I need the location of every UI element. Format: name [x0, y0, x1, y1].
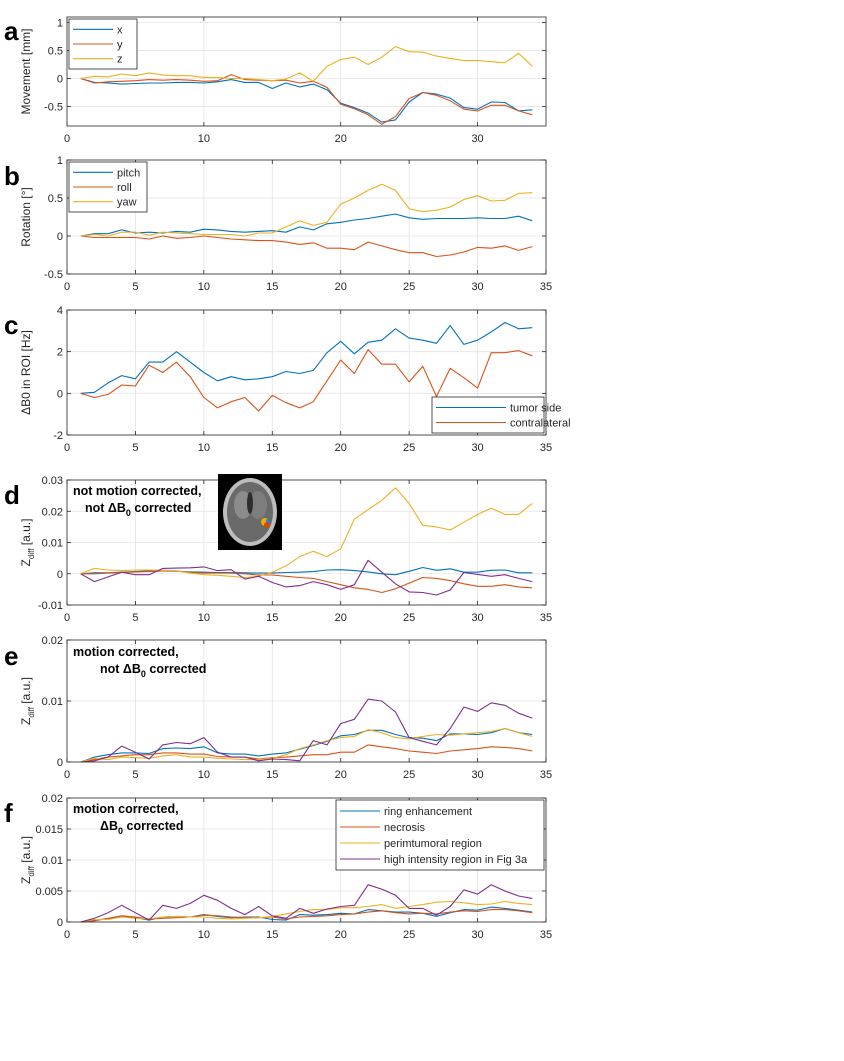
mri-thumbnail: [218, 474, 282, 550]
x-tick-label: 35: [539, 929, 553, 941]
panel-letter: e: [4, 641, 19, 671]
y-tick-label: 2: [56, 346, 63, 359]
y-axis-label: ΔB0 in ROI [Hz]: [19, 330, 33, 415]
annotation-part: 0: [140, 669, 146, 679]
x-tick-label: 0: [63, 769, 71, 781]
y-axis-label: Rotation [°]: [19, 187, 33, 247]
ylabel-part: [a.u.]: [19, 677, 33, 708]
x-tick-label: 5: [132, 769, 139, 781]
legend-label: yaw: [117, 196, 137, 209]
ylabel-part: diff: [27, 866, 36, 877]
ylabel-part: Z: [19, 876, 33, 884]
x-tick-label: 35: [539, 769, 553, 781]
x-tick-label: 0: [63, 281, 71, 293]
x-tick-label: 5: [132, 612, 139, 624]
x-tick-label: 15: [266, 769, 279, 781]
y-axis-label: [19, 519, 36, 567]
y-tick-label: -0.5: [44, 101, 63, 114]
x-tick-label: 30: [471, 769, 484, 781]
y-tick-label: 0.03: [41, 475, 63, 487]
ylabel-part: [a.u.]: [19, 518, 33, 549]
x-tick-label: 10: [197, 442, 210, 454]
y-tick-label: 0: [56, 757, 63, 769]
x-tick-label: 20: [334, 442, 347, 454]
x-tick-label: 30: [471, 612, 484, 624]
mri-roi-blue: [266, 519, 270, 523]
panel-a: [4, 16, 546, 145]
x-tick-label: 5: [132, 442, 139, 454]
annotation-part: 0: [118, 826, 124, 836]
panel-letter: f: [4, 798, 13, 828]
legend-label: x: [117, 24, 123, 37]
x-tick-label: 35: [539, 442, 553, 454]
y-axis-label: Movement [mm]: [19, 28, 33, 115]
legend-label: contralateral: [510, 417, 571, 430]
y-tick-label: 0.02: [41, 506, 63, 519]
x-tick-label: 15: [266, 929, 279, 941]
x-tick-label: 20: [334, 612, 347, 624]
ylabel-part: Z: [19, 559, 33, 567]
panel-b: [4, 155, 552, 293]
y-tick-label: 0: [56, 73, 63, 86]
x-tick-label: 10: [197, 612, 210, 624]
legend-label: ring enhancement: [384, 806, 473, 818]
x-tick-label: 25: [403, 769, 416, 781]
panel-c: [4, 305, 571, 454]
legend: [432, 397, 571, 433]
x-tick-label: 30: [471, 281, 484, 293]
legend-label: roll: [117, 182, 132, 194]
y-tick-label: 4: [56, 305, 63, 317]
y-tick-label: 0.01: [41, 696, 63, 708]
legend-label: high intensity region in Fig 3a: [384, 854, 528, 866]
x-tick-label: 0: [63, 442, 71, 454]
x-tick-label: 20: [334, 769, 347, 781]
x-tick-label: 25: [403, 929, 416, 941]
y-tick-label: 0.015: [35, 824, 63, 836]
annotation-part: corrected: [130, 501, 192, 515]
x-tick-label: 25: [403, 612, 416, 624]
x-tick-label: 10: [197, 929, 210, 941]
x-tick-label: 25: [403, 442, 416, 454]
y-tick-label: 0: [56, 917, 63, 929]
annotation-part: corrected: [145, 662, 207, 676]
y-tick-label: 0: [56, 568, 63, 581]
x-tick-label: 20: [334, 929, 347, 941]
annotation-line-1: not motion corrected,: [73, 484, 202, 498]
x-tick-label: 15: [266, 442, 279, 454]
x-tick-label: 10: [197, 769, 210, 781]
panel-e: [4, 635, 552, 781]
y-tick-label: 0.01: [41, 537, 63, 550]
plot-area: [67, 17, 546, 126]
y-tick-label: 0.5: [47, 193, 63, 205]
legend-label: perimtumoral region: [384, 838, 482, 850]
panel-letter: c: [4, 310, 19, 340]
x-tick-label: 5: [132, 929, 139, 941]
y-tick-label: 0.01: [41, 855, 63, 867]
ylabel-part: Z: [19, 717, 33, 725]
x-tick-label: 15: [266, 612, 279, 624]
y-tick-label: -2: [53, 430, 63, 442]
legend: [336, 800, 544, 870]
y-axis-label: [19, 677, 36, 725]
y-axis-label: [19, 836, 36, 884]
y-tick-label: 0: [56, 388, 63, 401]
y-tick-label: 0.005: [35, 886, 63, 898]
annotation-line-1: motion corrected,: [73, 802, 179, 816]
legend-label: z: [117, 53, 123, 66]
ylabel-part: [a.u.]: [19, 836, 33, 867]
y-tick-label: 0.02: [41, 793, 63, 805]
x-tick-label: 15: [266, 281, 279, 293]
x-tick-label: 30: [471, 929, 484, 941]
x-tick-label: 0: [63, 929, 71, 941]
mri-roi-orange: [264, 522, 270, 528]
x-tick-label: 25: [403, 281, 416, 293]
x-tick-label: 10: [197, 133, 210, 145]
x-tick-label: 5: [132, 281, 139, 293]
legend: [69, 162, 147, 212]
x-tick-label: 0: [63, 133, 71, 145]
x-tick-label: 30: [471, 442, 484, 454]
y-tick-label: 1: [56, 155, 63, 167]
legend-label: y: [117, 39, 123, 51]
legend-label: pitch: [117, 167, 141, 180]
y-tick-label: -0.01: [37, 600, 63, 612]
annotation-part: not ΔB: [85, 501, 126, 515]
x-tick-label: 10: [197, 281, 210, 293]
x-tick-label: 35: [539, 281, 553, 293]
y-tick-label: 1: [56, 17, 63, 30]
legend-label: necrosis: [384, 822, 425, 834]
legend-label: tumor side: [510, 402, 562, 415]
panel-f: [4, 793, 552, 941]
x-tick-label: 35: [539, 612, 553, 624]
annotation-line-1: motion corrected,: [73, 645, 179, 659]
ylabel-part: diff: [27, 548, 36, 560]
panel-letter: b: [4, 161, 20, 191]
x-tick-label: 20: [334, 133, 347, 145]
x-tick-label: 0: [63, 612, 71, 624]
panel-letter: d: [4, 480, 20, 510]
y-tick-label: 0.5: [47, 45, 63, 58]
y-tick-label: -0.5: [44, 269, 63, 281]
x-tick-label: 30: [471, 133, 484, 145]
annotation-part: not ΔB: [100, 662, 141, 676]
ylabel-part: diff: [27, 707, 36, 718]
x-tick-label: 20: [334, 281, 347, 293]
y-tick-label: 0.02: [41, 635, 63, 647]
mri-ventricle: [247, 492, 253, 514]
legend: [69, 19, 137, 69]
annotation-part: 0: [125, 508, 131, 518]
annotation-part: ΔB: [100, 819, 119, 833]
panel-letter: a: [4, 16, 19, 46]
annotation-part: corrected: [123, 819, 184, 833]
y-tick-label: 0: [56, 231, 63, 243]
